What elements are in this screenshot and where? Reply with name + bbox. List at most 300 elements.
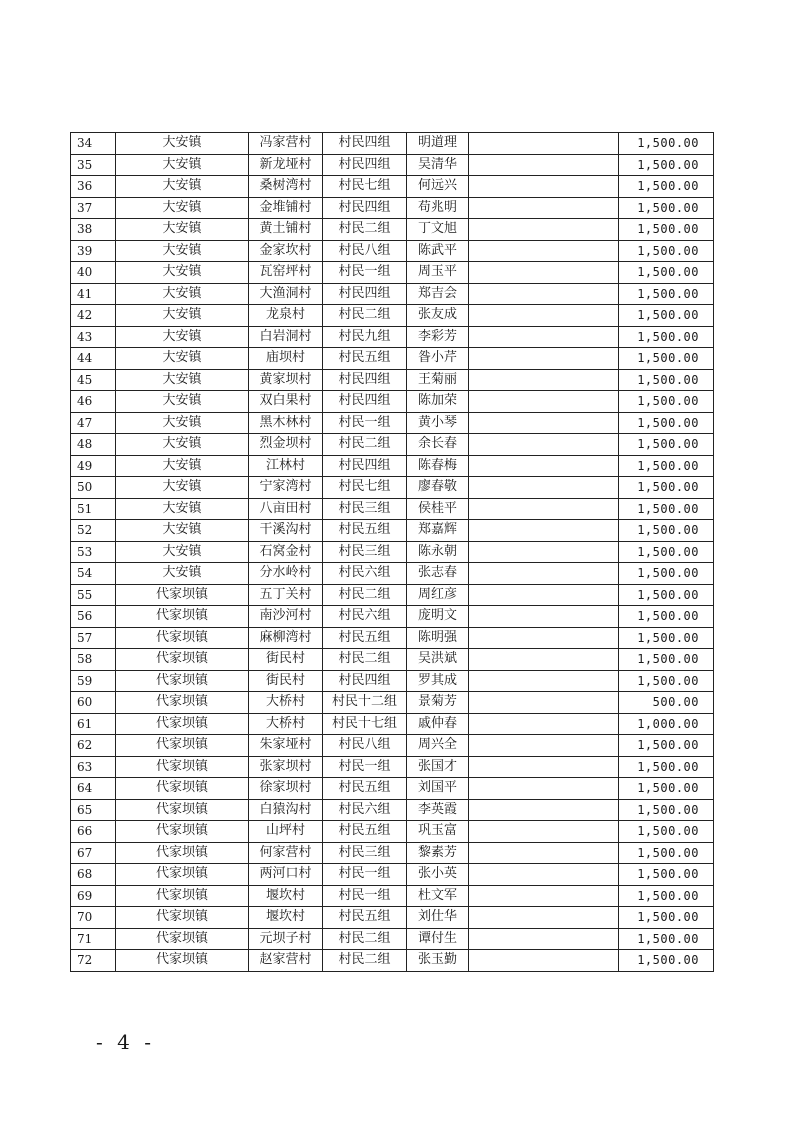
person-name-cell: 周玉平: [407, 262, 469, 284]
row-number-cell: 36: [71, 176, 116, 198]
amount-cell: 500.00: [619, 692, 714, 714]
note-cell: [469, 348, 619, 370]
amount-cell: 1,500.00: [619, 627, 714, 649]
village-cell: 朱家垭村: [249, 735, 323, 757]
amount-cell: 1,500.00: [619, 520, 714, 542]
town-cell: 代家坝镇: [116, 821, 249, 843]
person-name-cell: 刘仕华: [407, 907, 469, 929]
person-name-cell: 吴清华: [407, 154, 469, 176]
note-cell: [469, 778, 619, 800]
amount-cell: 1,500.00: [619, 928, 714, 950]
table-row: [71, 434, 714, 456]
person-name-cell: 李彩芳: [407, 326, 469, 348]
person-name-cell: 廖春敬: [407, 477, 469, 499]
row-number-cell: 41: [71, 283, 116, 305]
group-cell: 村民十七组: [323, 713, 407, 735]
table-row: [71, 305, 714, 327]
amount-cell: 1,500.00: [619, 885, 714, 907]
town-cell: 大安镇: [116, 498, 249, 520]
town-cell: 大安镇: [116, 326, 249, 348]
town-cell: 大安镇: [116, 219, 249, 241]
table-row: [71, 326, 714, 348]
amount-cell: 1,500.00: [619, 154, 714, 176]
note-cell: [469, 950, 619, 972]
table-row: [71, 369, 714, 391]
group-cell: 村民四组: [323, 133, 407, 155]
table-row: [71, 778, 714, 800]
row-number-cell: 35: [71, 154, 116, 176]
group-cell: 村民七组: [323, 477, 407, 499]
village-cell: 麻柳湾村: [249, 627, 323, 649]
village-cell: 八亩田村: [249, 498, 323, 520]
note-cell: [469, 821, 619, 843]
village-cell: 新龙垭村: [249, 154, 323, 176]
town-cell: 大安镇: [116, 520, 249, 542]
amount-cell: 1,500.00: [619, 219, 714, 241]
amount-cell: 1,500.00: [619, 305, 714, 327]
village-cell: 元坝子村: [249, 928, 323, 950]
table-row: [71, 477, 714, 499]
person-name-cell: 陈明强: [407, 627, 469, 649]
town-cell: 大安镇: [116, 305, 249, 327]
town-cell: 大安镇: [116, 197, 249, 219]
village-cell: 分水岭村: [249, 563, 323, 585]
table-row: [71, 670, 714, 692]
village-cell: 庙坝村: [249, 348, 323, 370]
village-cell: 大渔洞村: [249, 283, 323, 305]
group-cell: 村民二组: [323, 649, 407, 671]
village-cell: 街民村: [249, 649, 323, 671]
amount-cell: 1,000.00: [619, 713, 714, 735]
person-name-cell: 余长春: [407, 434, 469, 456]
village-cell: 黄家坝村: [249, 369, 323, 391]
table-row: [71, 348, 714, 370]
row-number-cell: 72: [71, 950, 116, 972]
town-cell: 大安镇: [116, 477, 249, 499]
group-cell: 村民六组: [323, 563, 407, 585]
table-row: [71, 391, 714, 413]
amount-cell: 1,500.00: [619, 907, 714, 929]
row-number-cell: 59: [71, 670, 116, 692]
row-number-cell: 68: [71, 864, 116, 886]
group-cell: 村民五组: [323, 627, 407, 649]
note-cell: [469, 520, 619, 542]
row-number-cell: 40: [71, 262, 116, 284]
village-cell: 桑树湾村: [249, 176, 323, 198]
row-number-cell: 34: [71, 133, 116, 155]
village-cell: 山坪村: [249, 821, 323, 843]
town-cell: 大安镇: [116, 133, 249, 155]
row-number-cell: 55: [71, 584, 116, 606]
table-row: [71, 950, 714, 972]
note-cell: [469, 584, 619, 606]
town-cell: 代家坝镇: [116, 907, 249, 929]
amount-cell: 1,500.00: [619, 950, 714, 972]
person-name-cell: 戚仲春: [407, 713, 469, 735]
town-cell: 大安镇: [116, 262, 249, 284]
note-cell: [469, 240, 619, 262]
amount-cell: 1,500.00: [619, 498, 714, 520]
village-cell: 黑木林村: [249, 412, 323, 434]
page-number: - 4 -: [96, 1030, 155, 1054]
person-name-cell: 苟兆明: [407, 197, 469, 219]
note-cell: [469, 799, 619, 821]
village-cell: 南沙河村: [249, 606, 323, 628]
person-name-cell: 何远兴: [407, 176, 469, 198]
village-cell: 两河口村: [249, 864, 323, 886]
note-cell: [469, 197, 619, 219]
amount-cell: 1,500.00: [619, 391, 714, 413]
group-cell: 村民六组: [323, 799, 407, 821]
town-cell: 代家坝镇: [116, 606, 249, 628]
row-number-cell: 57: [71, 627, 116, 649]
amount-cell: 1,500.00: [619, 778, 714, 800]
table-row: [71, 520, 714, 542]
person-name-cell: 张小英: [407, 864, 469, 886]
person-name-cell: 罗其成: [407, 670, 469, 692]
note-cell: [469, 369, 619, 391]
village-cell: 金家坎村: [249, 240, 323, 262]
group-cell: 村民四组: [323, 369, 407, 391]
row-number-cell: 66: [71, 821, 116, 843]
group-cell: 村民二组: [323, 950, 407, 972]
person-name-cell: 王菊丽: [407, 369, 469, 391]
village-cell: 金堆铺村: [249, 197, 323, 219]
amount-cell: 1,500.00: [619, 197, 714, 219]
table-row: [71, 283, 714, 305]
person-name-cell: 郑嘉辉: [407, 520, 469, 542]
amount-cell: 1,500.00: [619, 821, 714, 843]
village-cell: 白猿沟村: [249, 799, 323, 821]
note-cell: [469, 563, 619, 585]
row-number-cell: 71: [71, 928, 116, 950]
note-cell: [469, 756, 619, 778]
village-cell: 龙泉村: [249, 305, 323, 327]
amount-cell: 1,500.00: [619, 670, 714, 692]
town-cell: 大安镇: [116, 563, 249, 585]
note-cell: [469, 735, 619, 757]
person-name-cell: 黎素芳: [407, 842, 469, 864]
table-row: [71, 928, 714, 950]
village-cell: 黄土铺村: [249, 219, 323, 241]
amount-cell: 1,500.00: [619, 240, 714, 262]
person-name-cell: 周兴全: [407, 735, 469, 757]
table-row: [71, 455, 714, 477]
person-name-cell: 侯桂平: [407, 498, 469, 520]
table-row: [71, 799, 714, 821]
town-cell: 代家坝镇: [116, 778, 249, 800]
village-cell: 宁家湾村: [249, 477, 323, 499]
table-row: [71, 842, 714, 864]
amount-cell: 1,500.00: [619, 584, 714, 606]
table-row: [71, 563, 714, 585]
person-name-cell: 陈永朝: [407, 541, 469, 563]
note-cell: [469, 649, 619, 671]
note-cell: [469, 154, 619, 176]
town-cell: 代家坝镇: [116, 842, 249, 864]
note-cell: [469, 907, 619, 929]
group-cell: 村民四组: [323, 670, 407, 692]
group-cell: 村民八组: [323, 240, 407, 262]
table-row: [71, 541, 714, 563]
note-cell: [469, 928, 619, 950]
group-cell: 村民五组: [323, 348, 407, 370]
note-cell: [469, 391, 619, 413]
town-cell: 大安镇: [116, 412, 249, 434]
table-body: [71, 133, 714, 972]
table-row: [71, 606, 714, 628]
amount-cell: 1,500.00: [619, 541, 714, 563]
note-cell: [469, 864, 619, 886]
note-cell: [469, 283, 619, 305]
person-name-cell: 景菊芳: [407, 692, 469, 714]
town-cell: 大安镇: [116, 240, 249, 262]
person-name-cell: 黄小琴: [407, 412, 469, 434]
village-cell: 烈金坝村: [249, 434, 323, 456]
person-name-cell: 张玉勤: [407, 950, 469, 972]
row-number-cell: 44: [71, 348, 116, 370]
table-row: [71, 219, 714, 241]
village-cell: 何家营村: [249, 842, 323, 864]
group-cell: 村民二组: [323, 305, 407, 327]
village-cell: 张家坝村: [249, 756, 323, 778]
row-number-cell: 62: [71, 735, 116, 757]
group-cell: 村民四组: [323, 283, 407, 305]
group-cell: 村民一组: [323, 412, 407, 434]
row-number-cell: 64: [71, 778, 116, 800]
group-cell: 村民四组: [323, 455, 407, 477]
amount-cell: 1,500.00: [619, 369, 714, 391]
note-cell: [469, 326, 619, 348]
amount-cell: 1,500.00: [619, 649, 714, 671]
town-cell: 代家坝镇: [116, 799, 249, 821]
village-cell: 双白果村: [249, 391, 323, 413]
amount-cell: 1,500.00: [619, 262, 714, 284]
row-number-cell: 45: [71, 369, 116, 391]
note-cell: [469, 219, 619, 241]
person-name-cell: 谭付生: [407, 928, 469, 950]
table-row: [71, 154, 714, 176]
row-number-cell: 37: [71, 197, 116, 219]
note-cell: [469, 885, 619, 907]
amount-cell: 1,500.00: [619, 348, 714, 370]
relief-payment-table: [70, 132, 714, 972]
row-number-cell: 56: [71, 606, 116, 628]
amount-cell: 1,500.00: [619, 283, 714, 305]
row-number-cell: 39: [71, 240, 116, 262]
group-cell: 村民一组: [323, 864, 407, 886]
table-row: [71, 176, 714, 198]
group-cell: 村民五组: [323, 778, 407, 800]
row-number-cell: 47: [71, 412, 116, 434]
person-name-cell: 陈加荣: [407, 391, 469, 413]
person-name-cell: 张国才: [407, 756, 469, 778]
note-cell: [469, 477, 619, 499]
amount-cell: 1,500.00: [619, 563, 714, 585]
row-number-cell: 54: [71, 563, 116, 585]
person-name-cell: 周红彦: [407, 584, 469, 606]
note-cell: [469, 305, 619, 327]
note-cell: [469, 627, 619, 649]
town-cell: 代家坝镇: [116, 885, 249, 907]
note-cell: [469, 412, 619, 434]
village-cell: 赵家营村: [249, 950, 323, 972]
village-cell: 瓦窑坪村: [249, 262, 323, 284]
note-cell: [469, 455, 619, 477]
town-cell: 大安镇: [116, 348, 249, 370]
amount-cell: 1,500.00: [619, 864, 714, 886]
amount-cell: 1,500.00: [619, 606, 714, 628]
village-cell: 徐家坝村: [249, 778, 323, 800]
person-name-cell: 李英霞: [407, 799, 469, 821]
town-cell: 代家坝镇: [116, 692, 249, 714]
person-name-cell: 巩玉富: [407, 821, 469, 843]
row-number-cell: 43: [71, 326, 116, 348]
table-row: [71, 498, 714, 520]
group-cell: 村民三组: [323, 541, 407, 563]
note-cell: [469, 606, 619, 628]
amount-cell: 1,500.00: [619, 735, 714, 757]
group-cell: 村民二组: [323, 219, 407, 241]
amount-cell: 1,500.00: [619, 412, 714, 434]
group-cell: 村民四组: [323, 391, 407, 413]
table-row: [71, 756, 714, 778]
row-number-cell: 52: [71, 520, 116, 542]
person-name-cell: 张志春: [407, 563, 469, 585]
group-cell: 村民六组: [323, 606, 407, 628]
row-number-cell: 69: [71, 885, 116, 907]
table-row: [71, 692, 714, 714]
town-cell: 代家坝镇: [116, 735, 249, 757]
note-cell: [469, 670, 619, 692]
town-cell: 大安镇: [116, 283, 249, 305]
group-cell: 村民七组: [323, 176, 407, 198]
group-cell: 村民一组: [323, 262, 407, 284]
village-cell: 石窝金村: [249, 541, 323, 563]
town-cell: 大安镇: [116, 391, 249, 413]
group-cell: 村民一组: [323, 885, 407, 907]
amount-cell: 1,500.00: [619, 176, 714, 198]
group-cell: 村民二组: [323, 928, 407, 950]
row-number-cell: 58: [71, 649, 116, 671]
amount-cell: 1,500.00: [619, 434, 714, 456]
person-name-cell: 昝小芹: [407, 348, 469, 370]
table-row: [71, 412, 714, 434]
row-number-cell: 70: [71, 907, 116, 929]
town-cell: 大安镇: [116, 434, 249, 456]
town-cell: 大安镇: [116, 455, 249, 477]
person-name-cell: 明道理: [407, 133, 469, 155]
table-row: [71, 584, 714, 606]
town-cell: 大安镇: [116, 541, 249, 563]
amount-cell: 1,500.00: [619, 842, 714, 864]
note-cell: [469, 842, 619, 864]
group-cell: 村民一组: [323, 756, 407, 778]
row-number-cell: 63: [71, 756, 116, 778]
row-number-cell: 42: [71, 305, 116, 327]
note-cell: [469, 713, 619, 735]
person-name-cell: 庞明文: [407, 606, 469, 628]
note-cell: [469, 176, 619, 198]
town-cell: 代家坝镇: [116, 627, 249, 649]
amount-cell: 1,500.00: [619, 756, 714, 778]
row-number-cell: 49: [71, 455, 116, 477]
town-cell: 代家坝镇: [116, 713, 249, 735]
table-row: [71, 197, 714, 219]
row-number-cell: 61: [71, 713, 116, 735]
amount-cell: 1,500.00: [619, 799, 714, 821]
group-cell: 村民五组: [323, 821, 407, 843]
table-row: [71, 649, 714, 671]
note-cell: [469, 133, 619, 155]
amount-cell: 1,500.00: [619, 326, 714, 348]
town-cell: 大安镇: [116, 154, 249, 176]
table-row: [71, 821, 714, 843]
person-name-cell: 丁文旭: [407, 219, 469, 241]
group-cell: 村民二组: [323, 434, 407, 456]
village-cell: 冯家营村: [249, 133, 323, 155]
town-cell: 代家坝镇: [116, 864, 249, 886]
table-row: [71, 864, 714, 886]
table-row: [71, 133, 714, 155]
group-cell: 村民二组: [323, 584, 407, 606]
village-cell: 白岩洞村: [249, 326, 323, 348]
group-cell: 村民八组: [323, 735, 407, 757]
row-number-cell: 67: [71, 842, 116, 864]
village-cell: 干溪沟村: [249, 520, 323, 542]
row-number-cell: 38: [71, 219, 116, 241]
row-number-cell: 50: [71, 477, 116, 499]
village-cell: 堰坎村: [249, 885, 323, 907]
group-cell: 村民五组: [323, 907, 407, 929]
town-cell: 大安镇: [116, 369, 249, 391]
note-cell: [469, 434, 619, 456]
town-cell: 代家坝镇: [116, 928, 249, 950]
group-cell: 村民五组: [323, 520, 407, 542]
row-number-cell: 65: [71, 799, 116, 821]
amount-cell: 1,500.00: [619, 455, 714, 477]
group-cell: 村民三组: [323, 842, 407, 864]
town-cell: 代家坝镇: [116, 584, 249, 606]
person-name-cell: 郑吉会: [407, 283, 469, 305]
row-number-cell: 53: [71, 541, 116, 563]
group-cell: 村民四组: [323, 154, 407, 176]
note-cell: [469, 498, 619, 520]
town-cell: 大安镇: [116, 176, 249, 198]
person-name-cell: 吴洪斌: [407, 649, 469, 671]
table-row: [71, 262, 714, 284]
group-cell: 村民十二组: [323, 692, 407, 714]
amount-cell: 1,500.00: [619, 133, 714, 155]
person-name-cell: 张友成: [407, 305, 469, 327]
village-cell: 街民村: [249, 670, 323, 692]
town-cell: 代家坝镇: [116, 649, 249, 671]
village-cell: 大桥村: [249, 692, 323, 714]
note-cell: [469, 541, 619, 563]
group-cell: 村民九组: [323, 326, 407, 348]
village-cell: 大桥村: [249, 713, 323, 735]
row-number-cell: 48: [71, 434, 116, 456]
group-cell: 村民三组: [323, 498, 407, 520]
note-cell: [469, 692, 619, 714]
person-name-cell: 陈武平: [407, 240, 469, 262]
table-row: [71, 713, 714, 735]
note-cell: [469, 262, 619, 284]
table-row: [71, 627, 714, 649]
table-row: [71, 885, 714, 907]
person-name-cell: 陈春梅: [407, 455, 469, 477]
village-cell: 五丁关村: [249, 584, 323, 606]
